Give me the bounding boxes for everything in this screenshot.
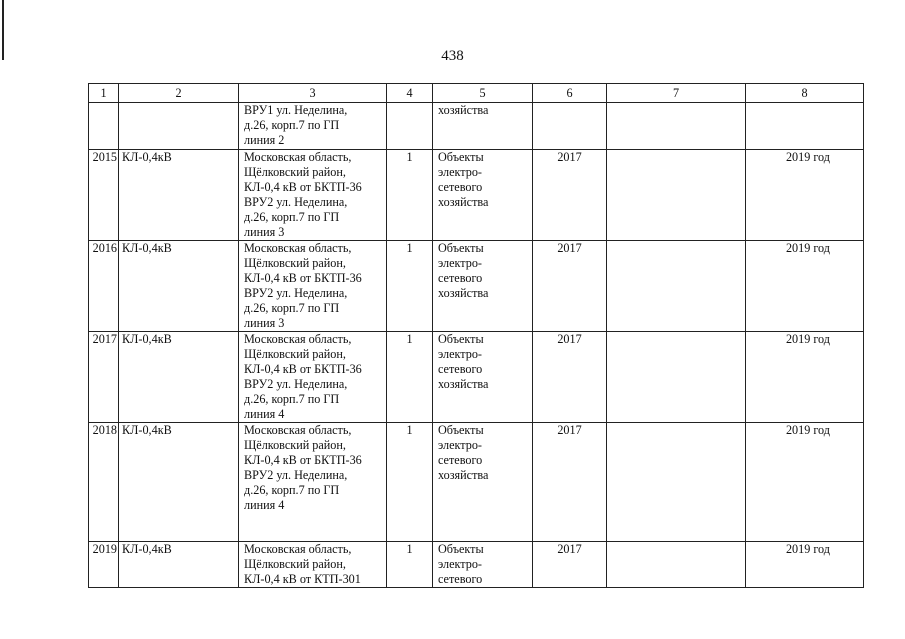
deadline-cell: 2019 год bbox=[746, 423, 864, 542]
deadline-cell: 2019 год bbox=[746, 542, 864, 588]
table-row bbox=[89, 423, 864, 542]
category-cell: Объекты электро- сетевого bbox=[433, 542, 533, 588]
object-name-cell: КЛ-0,4кВ bbox=[119, 423, 239, 542]
quantity-cell: 1 bbox=[387, 150, 433, 241]
row-number-cell: 2018 bbox=[89, 423, 119, 542]
category-cell: Объекты электро- сетевого хозяйства bbox=[433, 423, 533, 542]
column-7-cell bbox=[607, 542, 746, 588]
column-7-cell bbox=[607, 332, 746, 423]
row-number-cell bbox=[89, 103, 119, 150]
address-cell: Московская область, Щёлковский район, КЛ-0,4 кВ от БКТП-36 ВРУ2 ул. Неделина, д.26, корп.7 по ГП линия 4 bbox=[239, 423, 387, 542]
category-cell: Объекты электро- сетевого хозяйства bbox=[433, 150, 533, 241]
table-header-row bbox=[89, 84, 864, 103]
quantity-cell: 1 bbox=[387, 332, 433, 423]
document-table bbox=[88, 83, 864, 588]
table-row bbox=[89, 332, 864, 423]
year-cell bbox=[533, 103, 607, 150]
object-name-cell: КЛ-0,4кВ bbox=[119, 150, 239, 241]
table-row bbox=[89, 150, 864, 241]
page-number: 438 bbox=[441, 48, 464, 64]
table-row bbox=[89, 241, 864, 332]
table-row bbox=[89, 103, 864, 150]
column-7-cell bbox=[607, 103, 746, 150]
year-cell: 2017 bbox=[533, 241, 607, 332]
deadline-cell: 2019 год bbox=[746, 150, 864, 241]
header-cell: 2 bbox=[119, 84, 239, 103]
quantity-cell: 1 bbox=[387, 423, 433, 542]
deadline-cell: 2019 год bbox=[746, 332, 864, 423]
category-cell: Объекты электро- сетевого хозяйства bbox=[433, 241, 533, 332]
category-cell: Объекты электро- сетевого хозяйства bbox=[433, 332, 533, 423]
row-number-cell: 2019 bbox=[89, 542, 119, 588]
column-7-cell bbox=[607, 423, 746, 542]
object-name-cell: КЛ-0,4кВ bbox=[119, 542, 239, 588]
address-cell: Московская область, Щёлковский район, КЛ-0,4 кВ от БКТП-36 ВРУ2 ул. Неделина, д.26, корп.7 по ГП линия 4 bbox=[239, 332, 387, 423]
quantity-cell: 1 bbox=[387, 241, 433, 332]
header-cell: 3 bbox=[239, 84, 387, 103]
deadline-cell: 2019 год bbox=[746, 241, 864, 332]
address-cell: ВРУ1 ул. Неделина, д.26, корп.7 по ГП линия 2 bbox=[239, 103, 387, 150]
header-cell: 1 bbox=[89, 84, 119, 103]
category-cell: хозяйства bbox=[433, 103, 533, 150]
row-number-cell: 2016 bbox=[89, 241, 119, 332]
header-cell: 7 bbox=[607, 84, 746, 103]
column-7-cell bbox=[607, 150, 746, 241]
table-row bbox=[89, 542, 864, 588]
object-name-cell: КЛ-0,4кВ bbox=[119, 241, 239, 332]
object-name-cell bbox=[119, 103, 239, 150]
year-cell: 2017 bbox=[533, 423, 607, 542]
address-cell: Московская область, Щёлковский район, КЛ-0,4 кВ от КТП-301 bbox=[239, 542, 387, 588]
row-number-cell: 2015 bbox=[89, 150, 119, 241]
year-cell: 2017 bbox=[533, 150, 607, 241]
quantity-cell: 1 bbox=[387, 542, 433, 588]
deadline-cell bbox=[746, 103, 864, 150]
address-cell: Московская область, Щёлковский район, КЛ-0,4 кВ от БКТП-36 ВРУ2 ул. Неделина, д.26, корп.7 по ГП линия 3 bbox=[239, 241, 387, 332]
column-7-cell bbox=[607, 241, 746, 332]
address-cell: Московская область, Щёлковский район, КЛ-0,4 кВ от БКТП-36 ВРУ2 ул. Неделина, д.26, корп.7 по ГП линия 3 bbox=[239, 150, 387, 241]
header-cell: 8 bbox=[746, 84, 864, 103]
quantity-cell bbox=[387, 103, 433, 150]
object-name-cell: КЛ-0,4кВ bbox=[119, 332, 239, 423]
header-cell: 4 bbox=[387, 84, 433, 103]
header-cell: 6 bbox=[533, 84, 607, 103]
year-cell: 2017 bbox=[533, 332, 607, 423]
row-number-cell: 2017 bbox=[89, 332, 119, 423]
year-cell: 2017 bbox=[533, 542, 607, 588]
header-cell: 5 bbox=[433, 84, 533, 103]
